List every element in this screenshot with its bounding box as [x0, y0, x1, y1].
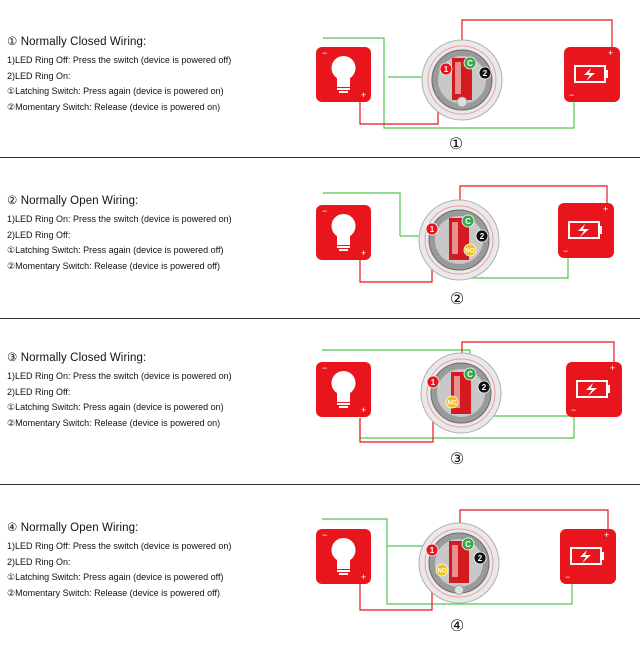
- wiring-section-2: [0, 160, 640, 320]
- terminal-c-label: C: [465, 217, 471, 226]
- section-title: ① Normally Closed Wiring:: [7, 36, 147, 48]
- terminal-c-label: C: [467, 59, 473, 68]
- description-line: ①Latching Switch: Press again (device is powered off): [7, 572, 224, 582]
- terminal-2-label: 2: [481, 383, 487, 392]
- section-title: ④ Normally Open Wiring:: [7, 522, 139, 534]
- description-line: ①Latching Switch: Press again (device is powered on): [7, 402, 224, 412]
- description-line: 1)LED Ring On: Press the switch (device is powered on): [7, 371, 232, 381]
- section-divider: [0, 318, 640, 319]
- push-switch: [419, 200, 499, 280]
- battery-box: [566, 362, 622, 417]
- plus-label: +: [361, 248, 367, 258]
- description-line: ②Momentary Switch: Release (device is powered on): [7, 101, 221, 112]
- wiring-diagram: [300, 160, 640, 320]
- minus-label: −: [569, 90, 575, 100]
- plus-label: +: [608, 48, 614, 58]
- terminal-no-label: NO: [437, 568, 447, 575]
- terminal-1-label: 1: [430, 378, 436, 387]
- push-switch: [421, 353, 501, 433]
- wiring-description: [7, 520, 307, 601]
- push-switch: [422, 40, 502, 120]
- section-divider: [0, 484, 640, 485]
- terminal-2-label: 2: [479, 232, 485, 241]
- description-line: ①Latching Switch: Press again (device is powered off): [7, 245, 224, 255]
- diagram-number: ③: [449, 451, 465, 468]
- section-divider: [0, 157, 640, 158]
- description-line: ①Latching Switch: Press again (device is powered on): [7, 86, 224, 96]
- red-wire: [462, 20, 612, 50]
- plus-label: +: [603, 204, 609, 214]
- plus-label: +: [604, 530, 610, 540]
- minus-label: −: [322, 363, 328, 373]
- minus-label: −: [322, 530, 328, 540]
- plus-label: +: [361, 572, 367, 582]
- plus-label: +: [361, 405, 367, 415]
- description-line: 1)LED Ring On: Press the switch (device is powered on): [7, 214, 232, 224]
- description-line: ②Momentary Switch: Release (device is powered off): [7, 587, 220, 598]
- terminal-2-label: 2: [477, 554, 483, 563]
- terminal-c-label: C: [467, 370, 473, 379]
- terminal-1-label: 1: [429, 225, 435, 234]
- description-line: 2)LED Ring Off:: [7, 386, 71, 397]
- terminal-1-label: 1: [443, 65, 449, 74]
- wiring-description: [7, 193, 307, 274]
- description-line: 1)LED Ring Off: Press the switch (device is powered on): [7, 541, 232, 551]
- terminal-1-label: 1: [429, 546, 435, 555]
- minus-label: −: [571, 405, 577, 415]
- section-title: ② Normally Open Wiring:: [7, 195, 139, 207]
- bulb-box: [316, 205, 371, 260]
- description-line: ②Momentary Switch: Release (device is powered on): [7, 417, 221, 428]
- section-title: ③ Normally Closed Wiring:: [7, 352, 147, 364]
- wiring-section-4: [0, 486, 640, 646]
- diagram-number: ②: [449, 291, 465, 308]
- minus-label: −: [563, 246, 569, 256]
- description-line: 2)LED Ring On:: [7, 556, 71, 567]
- plus-label: +: [610, 363, 616, 373]
- bulb-box: [316, 47, 371, 102]
- wiring-diagram: [300, 320, 640, 480]
- minus-label: −: [565, 572, 571, 582]
- wiring-diagram: [300, 0, 640, 160]
- wiring-section-3: [0, 320, 640, 480]
- diagram-number: ④: [449, 618, 465, 635]
- wiring-description: [7, 350, 307, 431]
- description-line: ②Momentary Switch: Release (device is powered off): [7, 260, 220, 271]
- wiring-description: [7, 34, 307, 115]
- terminal-2-label: 2: [482, 69, 488, 78]
- wiring-section-1: [0, 0, 640, 160]
- battery-box: [564, 47, 620, 102]
- plus-label: +: [361, 90, 367, 100]
- push-switch: [419, 523, 499, 603]
- description-line: 1)LED Ring Off: Press the switch (device is powered off): [7, 55, 232, 65]
- wiring-diagram: [300, 486, 640, 640]
- minus-label: −: [322, 206, 328, 216]
- terminal-nc-label: NC: [447, 400, 457, 407]
- terminal-no-label: NO: [465, 248, 475, 255]
- description-line: 2)LED Ring On:: [7, 70, 71, 81]
- description-line: 2)LED Ring Off:: [7, 229, 71, 240]
- battery-box: [560, 529, 616, 584]
- battery-box: [558, 203, 614, 258]
- bulb-box: [316, 362, 371, 417]
- minus-label: −: [322, 48, 328, 58]
- terminal-c-label: C: [465, 540, 471, 549]
- diagram-number: ①: [448, 136, 464, 153]
- bulb-box: [316, 529, 371, 584]
